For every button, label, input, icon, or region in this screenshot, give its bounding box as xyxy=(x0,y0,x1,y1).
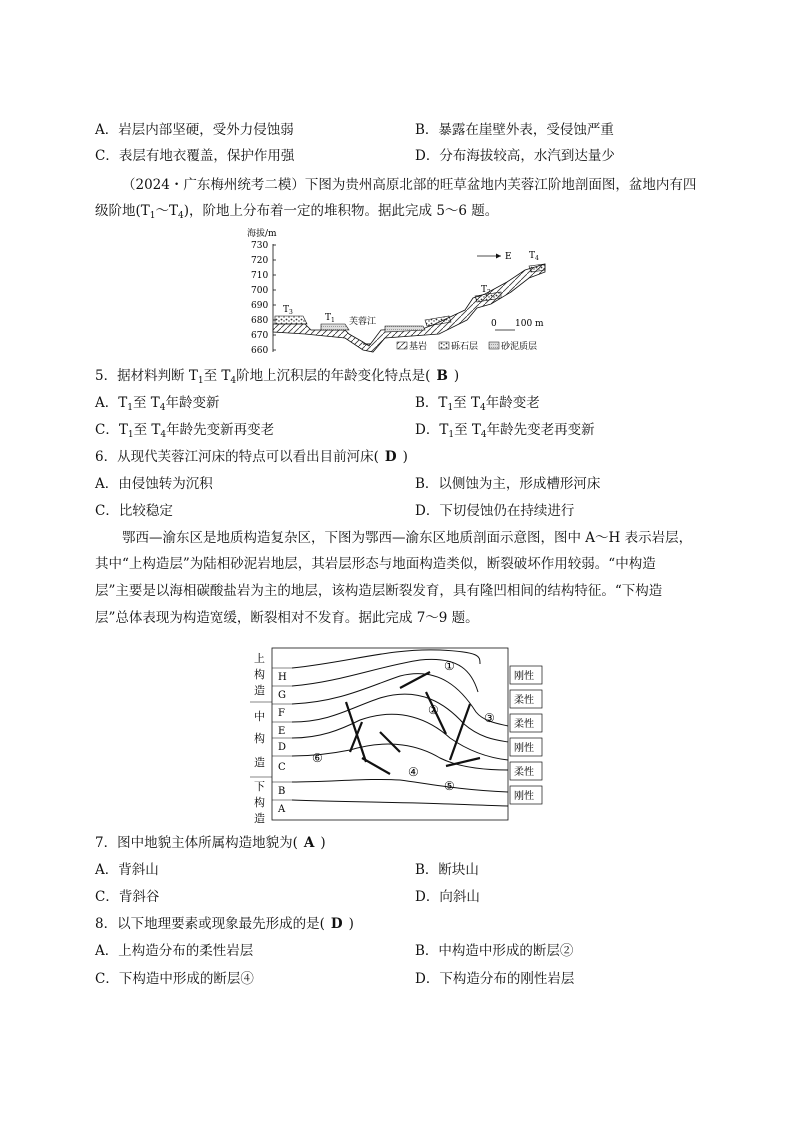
y-tick-label: 730 xyxy=(251,241,269,251)
layer-b: B xyxy=(278,786,286,797)
passage2-line4: 层”总体表现为构造宽缓，断裂相对不发育。据此完成 7～9 题。 xyxy=(95,610,479,626)
q8-option-d: D．下构造分布的刚性岩层 xyxy=(415,971,575,987)
q6-answer: D xyxy=(384,449,397,465)
q6-option-b: B．以侧蚀为主，形成槽形河床 xyxy=(415,476,601,492)
legend-mud: 砂泥质层 xyxy=(501,342,538,352)
q8-option-c: C．下构造中形成的断层④ xyxy=(95,971,254,987)
direction-label: E xyxy=(505,252,512,262)
fault-3: ③ xyxy=(484,711,495,725)
fault-5: ⑤ xyxy=(444,779,455,793)
q6-stem: 6．从现代芙蓉江河床的特点可以看出目前河床( D ) xyxy=(95,449,408,465)
y-tick-label: 670 xyxy=(251,331,269,341)
prop-1: 刚性 xyxy=(514,671,534,682)
layer-d: D xyxy=(278,742,287,753)
q7-option-c: C．背斜谷 xyxy=(95,889,160,905)
geologic-section-figure xyxy=(250,642,545,826)
passage2-line1: 鄂西—渝东区是地质构造复杂区，下图为鄂西—渝东区地质剖面示意图，图中 A～H 表示岩层， xyxy=(122,530,693,546)
river-label: 芙蓉江 xyxy=(349,317,377,327)
y-tick-label: 680 xyxy=(251,316,269,326)
prop-5: 柔性 xyxy=(514,767,534,778)
fault-6: ⑥ xyxy=(312,751,323,765)
q8-answer: D xyxy=(330,916,343,932)
q7-option-a: A．背斜山 xyxy=(95,862,159,878)
t3-deposit xyxy=(275,316,307,324)
passage1-line1: （2024・广东梅州统考二模）下图为贵州高原北部的旺草盆地内芙蓉江阶地剖面图，盆地内有四 xyxy=(122,177,697,193)
legend-bedrock-swatch xyxy=(397,342,407,349)
upper-label-3: 造 xyxy=(254,684,265,697)
t2-label: $T_2$ xyxy=(481,285,491,296)
upper-label-2: 构 xyxy=(254,668,265,681)
fault-2: ② xyxy=(428,703,439,717)
layer-f: F xyxy=(278,708,285,719)
terrace-profile-figure xyxy=(245,226,555,358)
q5-option-d: D．$T_1$至 $T_4$年龄先变老再变新 xyxy=(415,422,595,440)
y-tick-label: 690 xyxy=(251,301,269,311)
fault-4: ④ xyxy=(408,765,419,779)
prop-6: 刚性 xyxy=(514,791,534,802)
q4-option-b: B．暴露在崖壁外表，受侵蚀严重 xyxy=(415,122,614,138)
middle-label-2: 构 xyxy=(254,732,265,745)
prop-2: 柔性 xyxy=(514,695,534,706)
layer-g: G xyxy=(278,690,286,701)
legend-bedrock: 基岩 xyxy=(409,342,428,352)
q7-answer: A xyxy=(303,835,315,851)
lower-label-3: 造 xyxy=(254,812,265,825)
q4-option-d: D．分布海拔较高，水汽到达量少 xyxy=(415,148,615,164)
q8-option-b: B．中构造中形成的断层② xyxy=(415,943,574,959)
q8-option-a: A．上构造分布的柔性岩层 xyxy=(95,943,254,959)
q8-stem: 8．以下地理要素或现象最先形成的是( D ) xyxy=(95,916,354,932)
upper-label-1: 上 xyxy=(254,652,265,665)
q4-option-c: C．表层有地衣覆盖，保护作用强 xyxy=(95,148,295,164)
q6-option-a: A．由侵蚀转为沉积 xyxy=(95,476,213,492)
passage2-line2: 其中“上构造层”为陆相砂泥岩地层，其岩层形态与地面构造类似，断裂破坏作用较弱。“中构造 xyxy=(95,556,656,572)
prop-3: 柔性 xyxy=(514,719,534,730)
q5-answer: B xyxy=(436,368,448,384)
prop-4: 刚性 xyxy=(514,743,534,754)
layer-c: C xyxy=(278,762,286,773)
passage2-line3: 层”主要是以海相碳酸盐岩为主的地层，该构造层断裂发育，具有隆凹相间的结构特征。“下构造 xyxy=(95,583,663,599)
legend-gravel: 砾石层 xyxy=(451,342,479,352)
q7-option-d: D．向斜山 xyxy=(415,889,480,905)
t1-label: $T_1$ xyxy=(325,313,335,324)
t1-deposit xyxy=(321,324,349,330)
q7-option-b: B．断块山 xyxy=(415,862,479,878)
middle-label-1: 中 xyxy=(254,710,265,723)
scale-zero: 0 xyxy=(491,319,497,329)
layer-e: E xyxy=(278,726,286,737)
q4-option-a: A．岩层内部坚硬，受外力侵蚀弱 xyxy=(95,122,294,138)
elevation-axis-label: 海拔/m xyxy=(247,229,277,239)
q5-option-a: A．$T_1$至 $T_4$年龄变新 xyxy=(95,395,220,413)
arrow-head-icon xyxy=(496,254,501,259)
t4-label: $T_4$ xyxy=(529,251,539,262)
lower-label-1: 下 xyxy=(254,780,265,793)
q5-stem: 5．据材料判断 $T_1$至 $T_4$阶地上沉积层的年龄变化特点是( B ) xyxy=(95,368,460,386)
y-tick-label: 720 xyxy=(251,256,269,266)
q7-stem: 7．图中地貌主体所属构造地貌为( A ) xyxy=(95,835,326,851)
q6-option-d: D．下切侵蚀仍在持续进行 xyxy=(415,503,575,519)
layer-a: A xyxy=(278,804,286,815)
t3-label: $T_3$ xyxy=(283,305,293,316)
y-tick-label: 660 xyxy=(251,346,269,356)
q5-option-b: B．$T_1$至 $T_4$年龄变老 xyxy=(415,395,540,413)
lower-label-2: 构 xyxy=(254,796,265,809)
passage1-line2: 级阶地$(T_1\sim T_4)$，阶地上分布着一定的堆积物。据此完成 5～6 题。 xyxy=(95,203,499,221)
y-tick-label: 700 xyxy=(251,286,269,296)
q5-option-c: C．$T_1$至 $T_4$年龄先变新再变老 xyxy=(95,422,275,440)
y-tick-label: 710 xyxy=(251,271,269,281)
middle-label-3: 造 xyxy=(254,756,265,769)
section-frame xyxy=(272,648,508,820)
layer-h: H xyxy=(278,672,287,683)
scale-100: 100 m xyxy=(515,319,544,329)
legend-gravel-swatch xyxy=(439,342,449,349)
legend-mud-swatch xyxy=(489,342,499,349)
bedrock-layer xyxy=(273,264,545,352)
fault-1: ① xyxy=(444,659,455,673)
q6-option-c: C．比较稳定 xyxy=(95,503,173,519)
